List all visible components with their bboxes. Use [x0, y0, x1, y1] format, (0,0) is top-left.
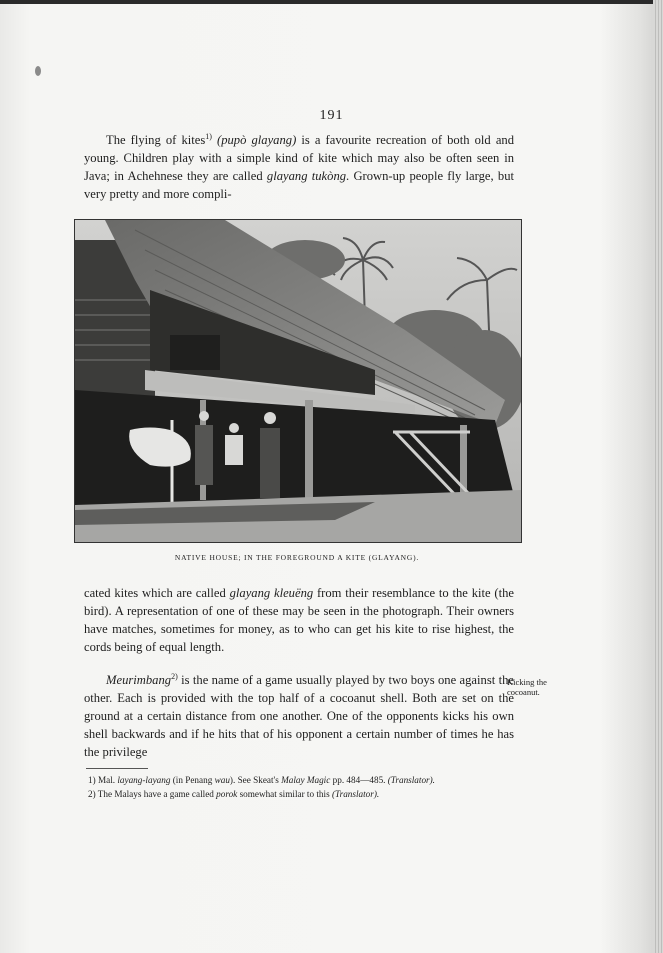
native-house-photograph [74, 219, 522, 543]
italic-term: Malay Magic [281, 775, 331, 785]
text: The flying of kites [106, 133, 206, 147]
italic-term: porok [216, 789, 238, 799]
footnote-1 [88, 773, 518, 787]
footnotes [88, 773, 518, 801]
text: . Grown-up people fly large, but very pretty and more compli- [84, 169, 515, 202]
text: from their resemblance to the kite (the bird). A representation of one of these may be seen in the photograph. Their owners have matches, sometimes for money, as to who can get his kite to rise highest, the cords being of equal length. [84, 586, 514, 655]
italic-term: glayang kleuëng [229, 586, 314, 600]
ink-blot [35, 66, 41, 76]
italic-term: layang-layang [117, 775, 171, 785]
text: cated kites which are called [84, 586, 226, 600]
margin-note: Kicking the cocoanut. [507, 677, 547, 697]
footnote-2 [88, 787, 518, 801]
footnote-ref-2: 2) [171, 671, 178, 681]
italic-term: (pupò glayang) [217, 133, 297, 147]
paragraph-meurimbang [84, 671, 514, 761]
page-number: 191 [319, 108, 344, 123]
text: pp. 484—485. [332, 775, 386, 785]
text: The Malays have a game called [97, 789, 214, 799]
text: somewhat similar to this [239, 789, 330, 799]
footnote-number: 2) [88, 789, 96, 799]
paragraph-kite-matches [84, 584, 514, 656]
figure-caption: NATIVE HOUSE; IN THE FOREGROUND A KITE (GLAYANG). [174, 553, 420, 562]
text: ). See Skeat's [229, 775, 279, 785]
italic-term: wau [214, 775, 230, 785]
text: (in Penang [172, 775, 213, 785]
text: is a favourite recreation of both old and young. Children play with a simple kind of kite which may also be often seen in Java; in Achehnese they are called [84, 133, 515, 184]
paragraph-kites [84, 131, 514, 203]
window [170, 335, 220, 370]
translator-note: (Translator). [387, 775, 435, 785]
italic-term: glayang tukòng [266, 169, 347, 184]
photo-illustration [75, 220, 521, 542]
translator-note: (Translator). [331, 789, 380, 799]
page-edge-stack [653, 0, 663, 953]
footnote-rule [86, 768, 148, 769]
footnote-number: 1) [88, 775, 96, 785]
text: is the name of a game usually played by two boys one against the other. Each is provided with the top half of a cocoanut shell. Both are set on the ground at a certain distance from one another. One of the opponents kicks his own shell backwards and if he hits that of his opponent a certain number of times he has the privilege [84, 673, 514, 760]
text: Mal. [97, 775, 116, 785]
footnote-ref-1: 1) [205, 131, 212, 141]
top-edge-shadow [0, 0, 663, 4]
italic-term: Meurimbang [106, 673, 172, 687]
